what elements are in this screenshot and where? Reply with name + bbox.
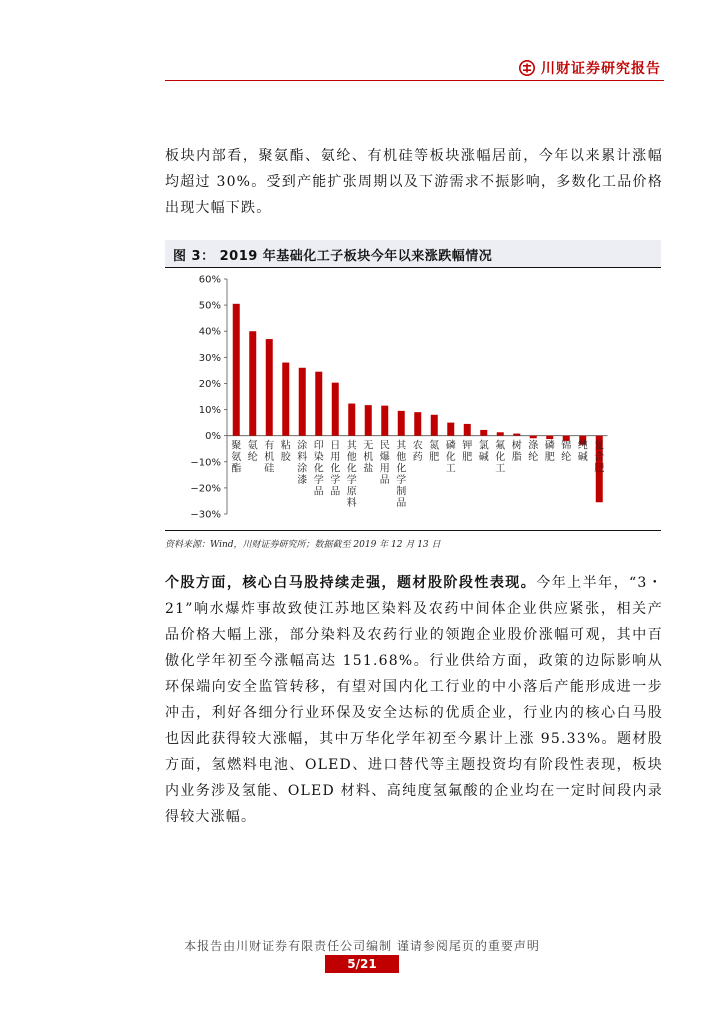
x-tick-label: 氮肥	[429, 440, 440, 464]
x-tick-label: 钾肥	[462, 440, 473, 464]
y-tick-label: 60%	[198, 274, 221, 286]
bar	[282, 363, 289, 436]
bar	[513, 434, 520, 436]
stocks-paragraph-body: 今年上半年，“3・21”响水爆炸事故致使江苏地区染料及农药中间体企业供应紧张，相关产品价格大幅上涨，部分染料及农药行业的领跑企业股价涨幅可观，其中百傲化学年初至今涨幅高达 151.68%。行业供给方面，政策的边际影响从环保端向安全监管转移，有望对国内化工行业的中小落后产能形成进一步冲击，利好各细分行业环保及安全达标的优质企业，行业内的核心白马股也因此获得较大涨幅，其中万华化学年初至今累计上涨 95.33%。题材股方面，氢燃料电池、OLED、进口替代等主题投资均有阶段性表现，板块内业务涉及氢能、OLED 材料、高纯度氢氟酸的企业均在一定时间段内录得较大涨幅。	[165, 575, 663, 825]
x-tick-label: 树脂	[511, 440, 522, 464]
footer-disclaimer: 本报告由川财证券有限责任公司编制 谨请参阅尾页的重要声明	[184, 939, 540, 953]
bar	[447, 423, 454, 436]
y-tick-label: 20%	[198, 378, 221, 390]
bar	[414, 412, 421, 436]
x-tick-label: 氯碱	[478, 440, 489, 464]
x-tick-label: 农药	[412, 440, 423, 464]
bar	[497, 432, 504, 435]
bar	[266, 339, 273, 436]
x-tick-label: 其他化学原料	[346, 440, 357, 510]
page-header	[0, 54, 724, 84]
brand-logo-icon	[519, 60, 535, 76]
bar	[249, 331, 256, 435]
x-tick-label: 聚氨酯	[231, 440, 242, 475]
figure-bottom-rule	[165, 530, 661, 531]
bar	[365, 405, 372, 436]
bar	[464, 424, 471, 436]
bar	[299, 368, 306, 436]
bar	[348, 404, 355, 436]
x-tick-label: 粘胶	[280, 440, 291, 464]
x-tick-label: 锦纶	[561, 440, 572, 464]
x-tick-label: 无机盐	[363, 440, 374, 475]
y-tick-label: −10%	[190, 457, 221, 469]
figure-title-bar	[165, 240, 661, 268]
bars	[233, 304, 603, 502]
intro-paragraph: 板块内部看，聚氨酯、氨纶、有机硅等板块涨幅居前，今年以来累计涨幅均超过 30%。受到产能扩张周期以及下游需求不振影响，多数化工品价格出现大幅下跌。	[165, 148, 663, 216]
bar	[233, 304, 240, 436]
x-tick-label: 涤纶	[528, 440, 539, 464]
brand-name: 川财证券研究报告	[541, 61, 661, 77]
page-number: 5/21	[325, 955, 399, 973]
x-tick-label: 有机硅	[264, 440, 275, 475]
x-tick-label: 民爆用品	[379, 440, 390, 487]
bar	[398, 411, 405, 436]
y-tick-label: 50%	[198, 300, 221, 312]
bar	[332, 383, 339, 436]
y-tick-label: 30%	[198, 352, 221, 364]
y-tick-label: 0%	[205, 431, 221, 443]
bar	[480, 430, 487, 436]
figure-title: 图 3： 2019 年基础化工子板块今年以来涨跌幅情况	[173, 249, 493, 264]
x-tick-label: 涂料涂漆	[297, 440, 308, 487]
x-tick-label: 纯碱	[577, 440, 588, 464]
x-tick-label: 日用化学品	[330, 440, 341, 498]
y-tick-label: 10%	[198, 405, 221, 417]
bar	[381, 406, 388, 436]
x-tick-label: 氟化工	[495, 440, 506, 475]
figure-source: 资料来源：Wind，川财证券研究所；数据截至 2019 年 12 月 13 日	[165, 540, 441, 550]
stocks-paragraph	[165, 570, 663, 830]
x-tick-label: 磷肥	[544, 440, 555, 464]
y-tick-label: −20%	[190, 483, 221, 495]
bar	[530, 436, 537, 439]
y-tick-label: 40%	[198, 326, 221, 338]
x-tick-label: 印染化学品	[313, 440, 324, 498]
bar	[315, 372, 322, 436]
x-tick-label: 磷化工	[445, 440, 456, 475]
brand	[519, 58, 661, 78]
y-tick-label: −30%	[190, 509, 221, 521]
bar	[431, 415, 438, 436]
x-tick-label: 其他化学制品	[396, 440, 407, 510]
x-axis-labels	[231, 439, 604, 510]
x-tick-label: 氨纶	[247, 440, 258, 464]
bar	[546, 436, 553, 439]
header-rule	[165, 80, 664, 81]
stocks-paragraph-lead: 个股方面，核心白马股持续走强，题材股阶段性表现。	[165, 575, 537, 591]
x-tick-label: 复合肥	[594, 440, 605, 475]
bar-chart	[165, 268, 661, 528]
